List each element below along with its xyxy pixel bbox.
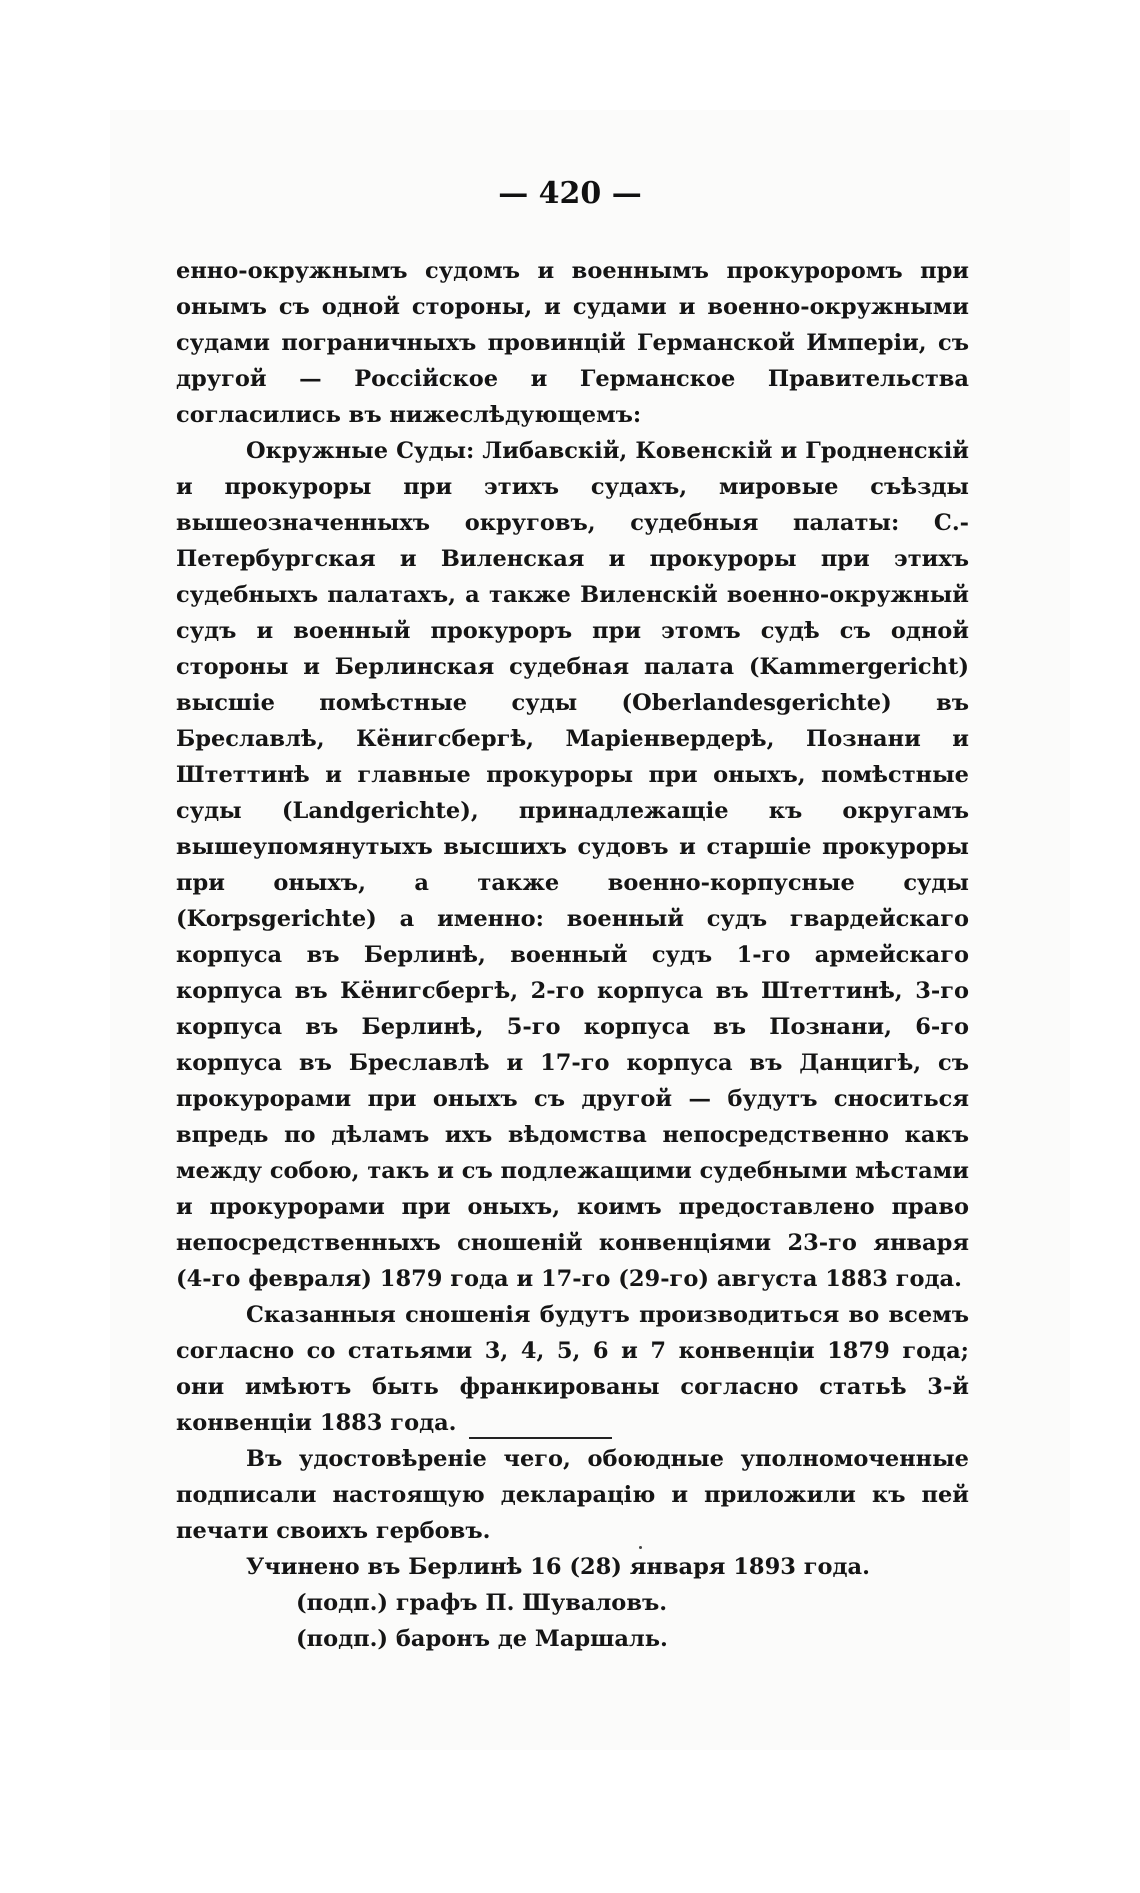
- body-text: [176, 253, 969, 1657]
- closing-rule: [469, 1437, 612, 1439]
- paragraph-4: Въ удостовѣреніе чего, обоюдные уполномоченные подписали настоящую декларацію и приложили къ пей печати своихъ гербовъ.: [176, 1446, 969, 1544]
- place-and-date: Учинено въ Берлинѣ 16 (28) января 1893 года.: [246, 1554, 870, 1580]
- page-number: — 420 —: [498, 176, 642, 211]
- paragraph-3: Сказанныя сношенія будутъ производиться во всемъ согласно со статьями 3, 4, 5, 6 и 7 конвенціи 1879 года; они имѣютъ быть франкированы согласно статьѣ 3-й конвенціи 1883 года.: [176, 1302, 969, 1436]
- paragraph-2: Окружные Суды: Либавскій, Ковенскій и Гродненскій и прокуроры при этихъ судахъ, мировые съѣзды вышеозначенныхъ округовъ, судебныя палаты: С.-Петербургская и Виленская и прокуроры при этихъ судебныхъ палатахъ, а также Виленскій военно-окружный судъ и военный прокуроръ при этомъ судѣ съ одной стороны и Берлинская судебная палата (Kammergericht) высшіе помѣстные суды (Oberlandesgerichte) въ Бреславлѣ, Кёнигсбергѣ, Маріенвердерѣ, Познани и Штеттинѣ и главные прокуроры при оныхъ, помѣстные суды (Landgerichte), принадлежащіе къ округамъ вышеупомянутыхъ высшихъ судовъ и старшіе прокуроры при оныхъ, а также военно-корпусные суды (Korpsgerichte) а именно: военный судъ гвардейскаго корпуса въ Берлинѣ, военный судъ 1-го армейскаго корпуса въ Кёнигсбергѣ, 2-го корпуса въ Штеттинѣ, 3-го корпуса въ Берлинѣ, 5-го корпуса въ Познани, 6-го корпуса въ Бреславлѣ и 17-го корпуса въ Данцигѣ, съ прокурорами при оныхъ съ другой — будутъ сноситься впредь по дѣламъ ихъ вѣдомства непосредственно какъ между собою, такъ и съ подлежащими судебными мѣстами и прокурорами при оныхъ, коимъ предоставлено право непосредственныхъ сношеній конвенціями 23-го января (4-го февраля) 1879 года и 17-го (29-го) августа 1883 года.: [176, 438, 969, 1292]
- signature-shuvalov: (подп.) графъ П. Шуваловъ.: [296, 1590, 668, 1616]
- paragraph-1: енно-окружнымъ судомъ и военнымъ прокуроромъ при онымъ съ одной стороны, и судами и военно-окружными судами пограничныхъ провинцій Германской Имперіи, съ другой — Россійское и Германское Правительства согласились въ нижеслѣдующемъ:: [176, 258, 969, 428]
- scan-speck: [639, 1546, 642, 1549]
- signature-marschall: (подп.) баронъ де Маршаль.: [296, 1626, 668, 1652]
